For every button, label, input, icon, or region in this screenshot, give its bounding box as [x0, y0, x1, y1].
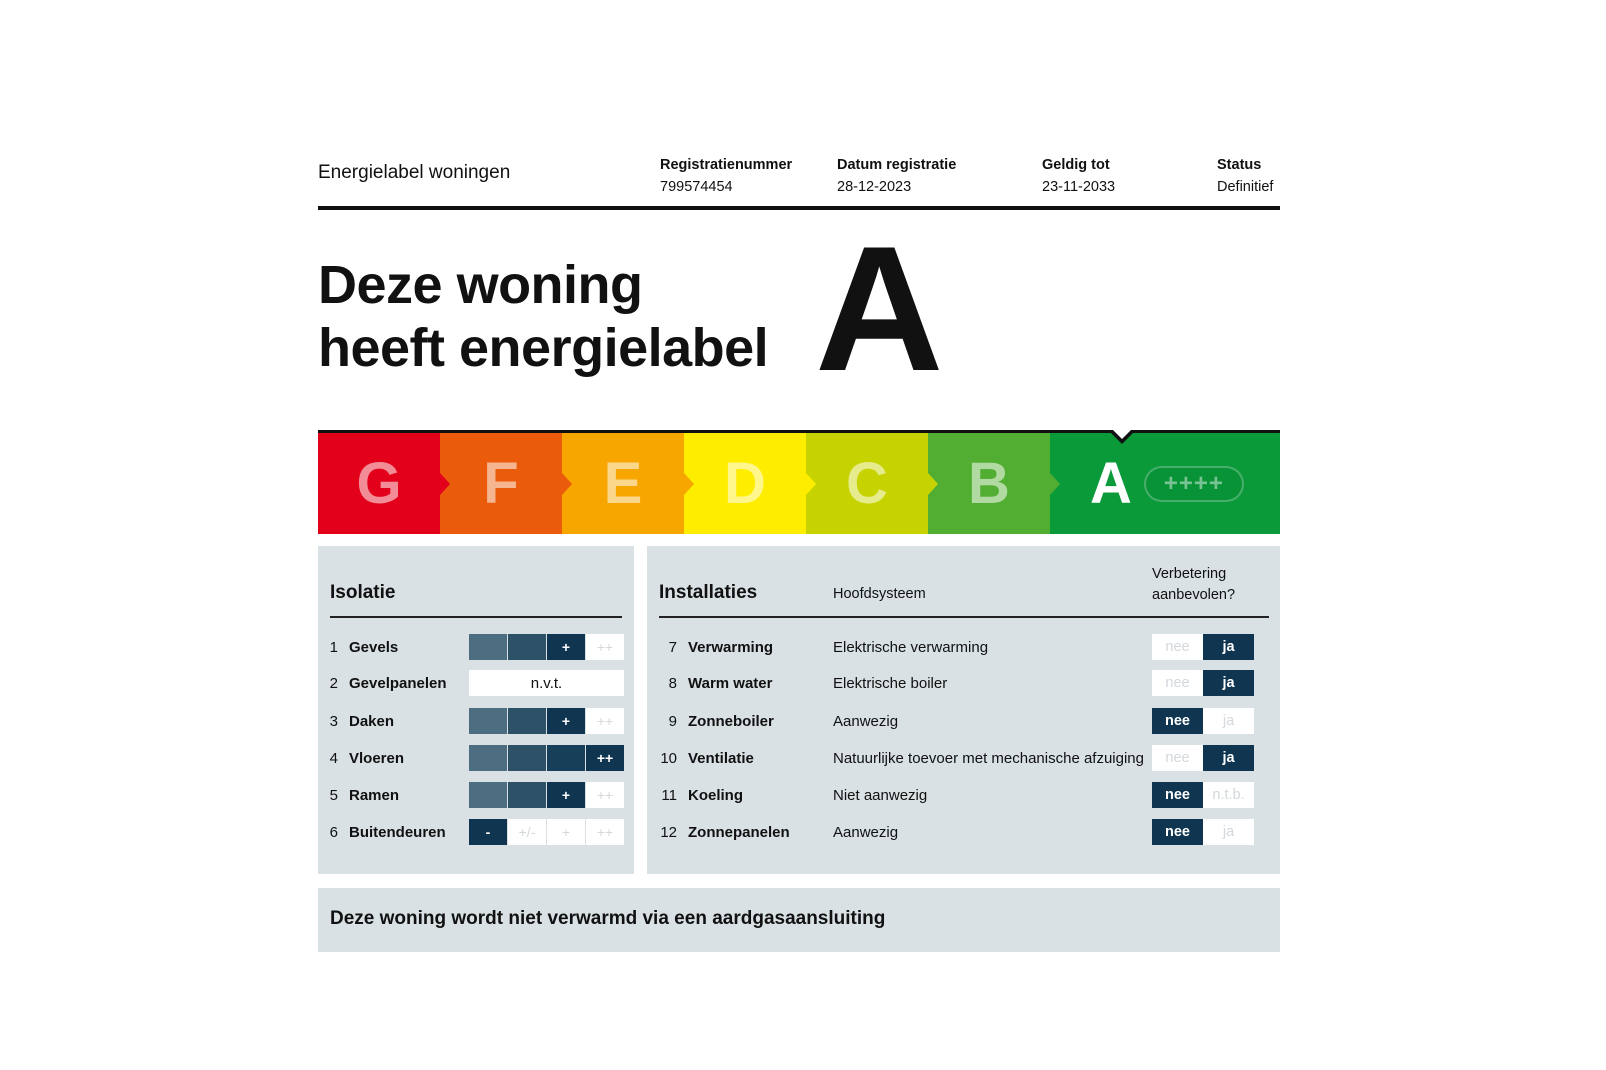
row-name: Gevels	[349, 639, 399, 656]
option-nee: nee	[1152, 708, 1203, 734]
hoofdsysteem-header: Hoofdsysteem	[833, 586, 926, 602]
rating-cell: ++	[586, 708, 624, 734]
rating-not-applicable: n.v.t.	[469, 670, 624, 696]
installaties-panel	[647, 546, 1280, 874]
rating-cells	[469, 745, 625, 771]
isolatie-row	[318, 745, 634, 773]
installatie-row	[647, 782, 1280, 810]
rating-cell	[469, 634, 507, 660]
divider	[330, 616, 622, 618]
scale-letter: A	[1090, 451, 1132, 516]
row-name: Buitendeuren	[349, 824, 446, 841]
scale-arrow-icon	[806, 473, 816, 495]
rating-cell: ++	[586, 819, 624, 845]
isolatie-row	[318, 708, 634, 736]
label-header	[318, 150, 1280, 210]
installatie-row	[647, 745, 1280, 773]
improvement-toggle	[1152, 745, 1254, 771]
rating-cells	[469, 708, 625, 734]
improvement-toggle	[1152, 819, 1254, 845]
row-name: Vloeren	[349, 750, 405, 767]
scale-letter: C	[846, 451, 888, 516]
rating-cell	[508, 708, 546, 734]
option-ja: ja	[1203, 819, 1254, 845]
plus-rating-pill: ++++	[1144, 466, 1244, 502]
registration-number: Registratienummer 799574454	[660, 157, 793, 195]
energy-scale-bar	[318, 430, 1280, 537]
scale-class-d	[684, 433, 806, 534]
scale-class-b	[928, 433, 1050, 534]
isolatie-row	[318, 634, 634, 662]
scale-class-g	[318, 433, 440, 534]
option-nee: nee	[1152, 745, 1203, 771]
option-ja: ja	[1203, 745, 1254, 771]
rating-cell	[469, 782, 507, 808]
row-number: 10	[660, 750, 677, 767]
registration-date: Datum registratie 28-12-2023	[837, 157, 957, 195]
rating-cell	[469, 745, 507, 771]
scale-class-f	[440, 433, 562, 534]
scale-arrow-icon	[562, 473, 572, 495]
rating-cells	[469, 819, 625, 845]
improvement-toggle	[1152, 708, 1254, 734]
row-name: Daken	[349, 713, 395, 730]
isolatie-row	[318, 819, 634, 847]
scale-letter: E	[603, 451, 643, 516]
row-name: Gevelpanelen	[349, 675, 447, 692]
rating-cell	[547, 745, 585, 771]
row-name: Verwarming	[688, 639, 774, 656]
row-number: 11	[661, 787, 677, 804]
rating-cells	[469, 634, 625, 660]
improvement-toggle	[1152, 634, 1254, 660]
row-number: 9	[668, 713, 677, 730]
scale-class-e	[562, 433, 684, 534]
row-number: 3	[329, 713, 338, 730]
row-name: Zonnepanelen	[688, 824, 790, 841]
installatie-row	[647, 708, 1280, 736]
option-nee: nee	[1152, 634, 1203, 660]
rating-cell	[508, 782, 546, 808]
scale-arrow-icon	[684, 473, 694, 495]
scale-arrow-icon	[1050, 473, 1060, 495]
row-name: Ramen	[349, 787, 400, 804]
option-ja: ja	[1203, 708, 1254, 734]
document-title: Energielabel woningen	[318, 162, 511, 183]
row-name: Ventilatie	[688, 750, 754, 767]
main-system: Aanwezig	[833, 824, 899, 841]
energy-label-sheet	[318, 150, 1280, 929]
main-system: Aanwezig	[833, 713, 899, 730]
isolatie-row	[318, 670, 634, 698]
improvement-toggle	[1152, 670, 1254, 696]
rating-cell: ++	[586, 782, 624, 808]
installaties-title: Installaties	[659, 582, 758, 603]
rating-cell: +/-	[508, 819, 546, 845]
row-number: 1	[329, 639, 338, 656]
improvement-toggle	[1152, 782, 1254, 808]
scale-letter: D	[724, 451, 766, 516]
isolatie-title: Isolatie	[330, 582, 396, 603]
row-number: 6	[329, 824, 338, 841]
installatie-row	[647, 819, 1280, 847]
scale-arrow-icon	[928, 473, 938, 495]
installatie-row	[647, 670, 1280, 698]
main-system: Elektrische verwarming	[833, 639, 989, 656]
rating-cells	[469, 782, 625, 808]
rating-cell: ++	[586, 634, 624, 660]
scale-arrow-icon	[440, 473, 450, 495]
row-name: Koeling	[688, 787, 743, 804]
main-system: Natuurlijke toevoer met mechanische afzuiging	[833, 750, 1144, 767]
option-nee: nee	[1152, 782, 1203, 808]
headline: Deze woning heeft energielabel	[318, 255, 769, 378]
rating-cell	[469, 708, 507, 734]
isolatie-panel	[318, 546, 634, 874]
scale-class-a	[1050, 433, 1280, 534]
rating-cell: -	[469, 819, 507, 845]
installatie-row	[647, 634, 1280, 662]
row-name: Zonneboiler	[688, 713, 774, 730]
row-number: 7	[668, 639, 677, 656]
rating-cell: ++	[586, 745, 624, 771]
rating-cell	[508, 634, 546, 660]
option-ja: ja	[1203, 670, 1254, 696]
row-name: Warm water	[688, 675, 773, 692]
main-system: Niet aanwezig	[833, 787, 928, 804]
rating-cell: +	[547, 634, 585, 660]
scale-letter: F	[483, 451, 519, 516]
option-nee: nee	[1152, 819, 1203, 845]
rating-cell: +	[547, 819, 585, 845]
status: Status Definitief	[1217, 157, 1274, 195]
rating-cell: +	[547, 782, 585, 808]
divider	[659, 616, 1269, 618]
row-number: 12	[660, 824, 677, 841]
energy-label-letter: A	[815, 209, 944, 408]
row-number: 5	[329, 787, 338, 804]
row-number: 4	[329, 750, 338, 767]
main-system: Elektrische boiler	[833, 675, 948, 692]
scale-letter: B	[968, 451, 1010, 516]
row-number: 2	[329, 675, 338, 692]
scale-class-c	[806, 433, 928, 534]
isolatie-row	[318, 782, 634, 810]
scale-letter: G	[356, 451, 402, 516]
rating-cell: +	[547, 708, 585, 734]
row-number: 8	[668, 675, 677, 692]
option-ja: ja	[1203, 634, 1254, 660]
option-ja: n.t.b.	[1203, 782, 1254, 808]
rating-cells	[469, 670, 625, 696]
valid-until: Geldig tot 23-11-2033	[1042, 157, 1116, 195]
option-nee: nee	[1152, 670, 1203, 696]
verbetering-header: Verbetering aanbevolen?	[1152, 566, 1236, 603]
gas-connection-note: Deze woning wordt niet verwarmd via een aardgasaansluiting	[318, 888, 1280, 952]
rating-cell	[508, 745, 546, 771]
